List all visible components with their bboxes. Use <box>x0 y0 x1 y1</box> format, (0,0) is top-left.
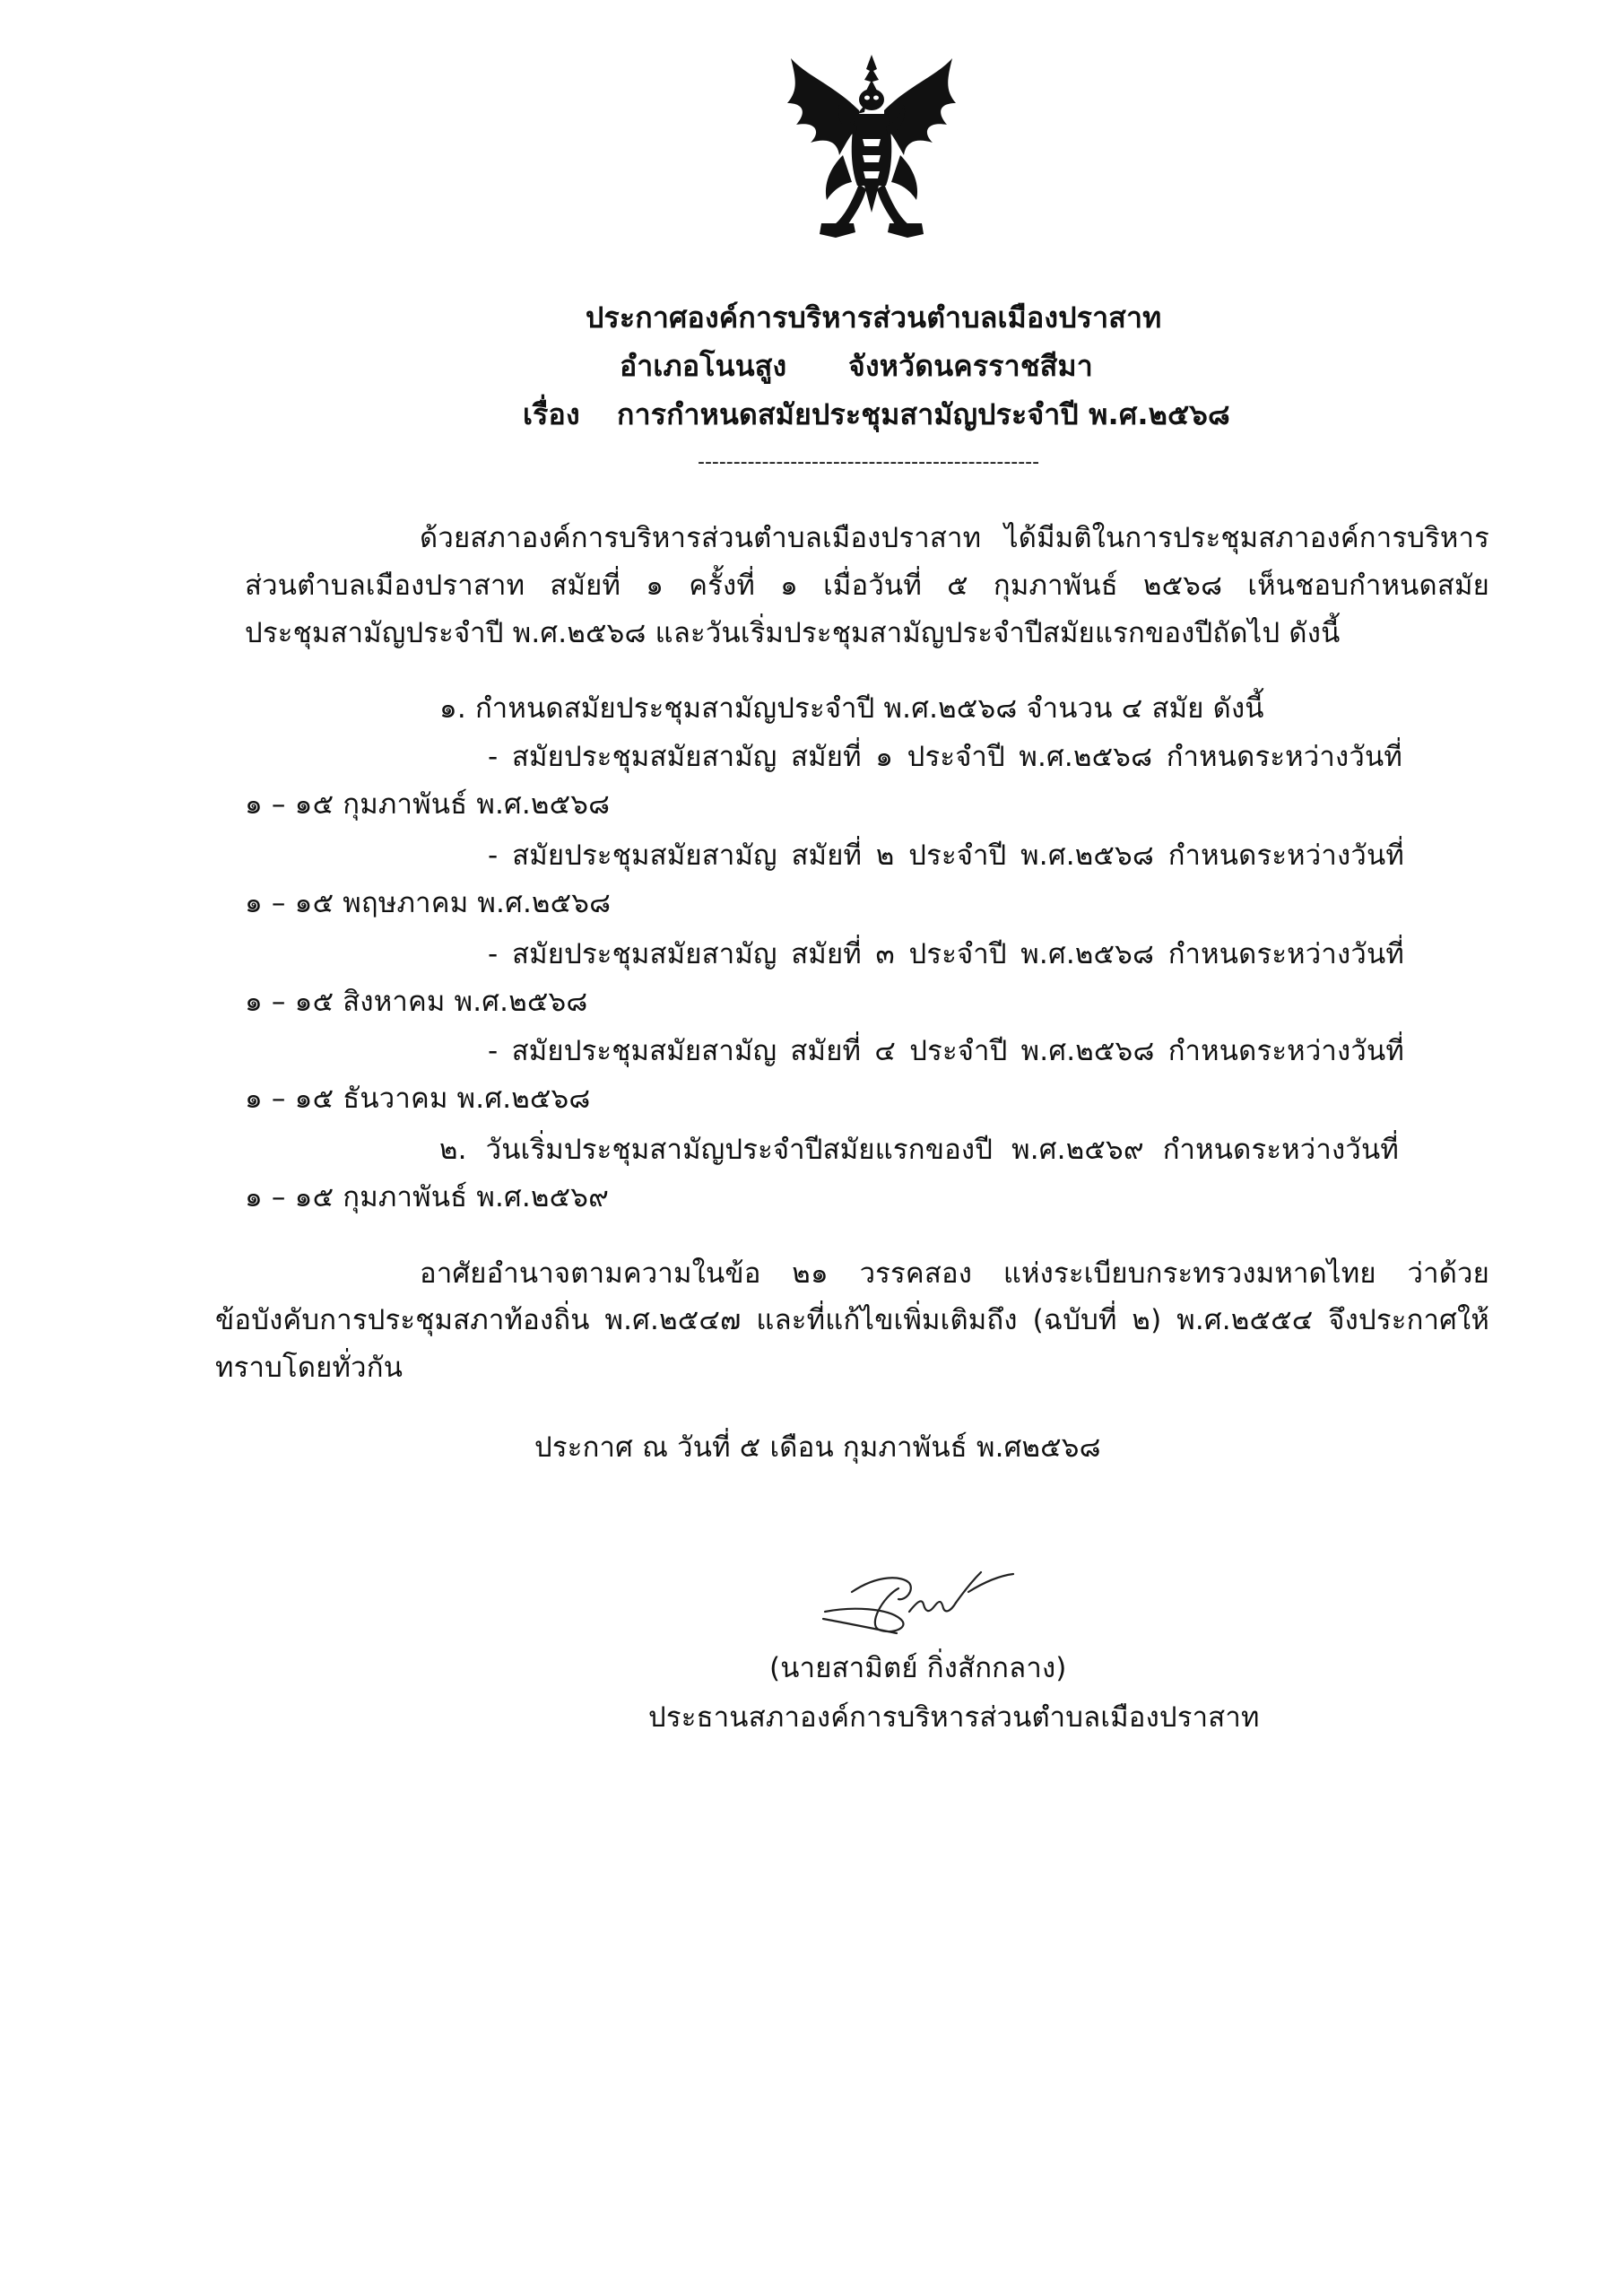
handwritten-signature <box>816 1556 1022 1646</box>
session-line: - สมัยประชุมสมัยสามัญ สมัยที่ ๒ ประจำปี พ.ศ.๒๕๖๘ กำหนดระหว่างวันที่ <box>488 839 1404 872</box>
session-dates: ๑ – ๑๕ ธันวาคม พ.ศ.๒๕๖๘ <box>245 1083 591 1115</box>
signer-position: ประธานสภาองค์การบริหารส่วนตำบลเมืองปราสาท <box>648 1701 1260 1734</box>
header-divider: ------------------------------------------------ <box>698 451 1040 474</box>
intro-line: ประชุมสามัญประจำปี พ.ศ.๒๕๖๘ และวันเริ่มประชุมสามัญประจำปีสมัยแรกของปีถัดไป ดังนี้ <box>245 617 1341 649</box>
item-1-heading: ๑. กำหนดสมัยประชุมสามัญประจำปี พ.ศ.๒๕๖๘ จำนวน ๔ สมัย ดังนี้ <box>439 692 1264 725</box>
authority-line: อาศัยอำนาจตามความในข้อ ๒๑ วรรคสอง แห่งระเบียบกระทรวงมหาดไทย ว่าด้วย <box>420 1257 1489 1290</box>
authority-line: ข้อบังคับการประชุมสภาท้องถิ่น พ.ศ.๒๕๔๗ และที่แก้ไขเพิ่มเติมถึง (ฉบับที่ ๒) พ.ศ.๒๕๕๔ จึงประกาศให้ <box>215 1304 1489 1336</box>
authority-line: ทราบโดยทั่วกัน <box>215 1352 404 1384</box>
intro-line: ด้วยสภาองค์การบริหารส่วนตำบลเมืองปราสาท ได้มีมติในการประชุมสภาองค์การบริหาร <box>420 522 1489 554</box>
session-dates: ๑ – ๑๕ กุมภาพันธ์ พ.ศ.๒๕๖๘ <box>245 788 611 821</box>
district-name: อำเภอโนนสูง <box>620 349 787 383</box>
session-dates: ๑ – ๑๕ พฤษภาคม พ.ศ.๒๕๖๘ <box>245 887 612 919</box>
subject-text: การกำหนดสมัยประชุมสามัญประจำปี พ.ศ.๒๕๖๘ <box>617 397 1230 431</box>
item-2-dates: ๑ – ๑๕ กุมภาพันธ์ พ.ศ.๒๕๖๙ <box>245 1181 610 1213</box>
announcement-date: ประกาศ ณ วันที่ ๕ เดือน กุมภาพันธ์ พ.ศ๒๕๖๘ <box>534 1431 1101 1464</box>
signer-name: (นายสามิตย์ กิ่งสักกลาง) <box>769 1652 1067 1684</box>
session-line: - สมัยประชุมสมัยสามัญ สมัยที่ ๔ ประจำปี พ.ศ.๒๕๖๘ กำหนดระหว่างวันที่ <box>488 1035 1404 1067</box>
session-line: - สมัยประชุมสมัยสามัญ สมัยที่ ๓ ประจำปี พ.ศ.๒๕๖๘ กำหนดระหว่างวันที่ <box>488 938 1404 970</box>
session-line: - สมัยประชุมสมัยสามัญ สมัยที่ ๑ ประจำปี พ.ศ.๒๕๖๘ กำหนดระหว่างวันที่ <box>488 741 1402 773</box>
item-2-line: ๒. วันเริ่มประชุมสามัญประจำปีสมัยแรกของปี พ.ศ.๒๕๖๙ กำหนดระหว่างวันที่ <box>439 1134 1399 1166</box>
announcement-title: ประกาศองค์การบริหารส่วนตำบลเมืองปราสาท <box>586 300 1162 335</box>
subject-label: เรื่อง <box>523 397 580 431</box>
province-name: จังหวัดนครราชสีมา <box>848 349 1093 383</box>
intro-line: ส่วนตำบลเมืองปราสาท สมัยที่ ๑ ครั้งที่ ๑ เมื่อวันที่ ๕ กุมภาพันธ์ ๒๕๖๘ เห็นชอบกำหนดสมัย <box>245 570 1489 602</box>
garuda-emblem-icon <box>780 49 964 256</box>
session-dates: ๑ – ๑๕ สิงหาคม พ.ศ.๒๕๖๘ <box>245 986 588 1018</box>
